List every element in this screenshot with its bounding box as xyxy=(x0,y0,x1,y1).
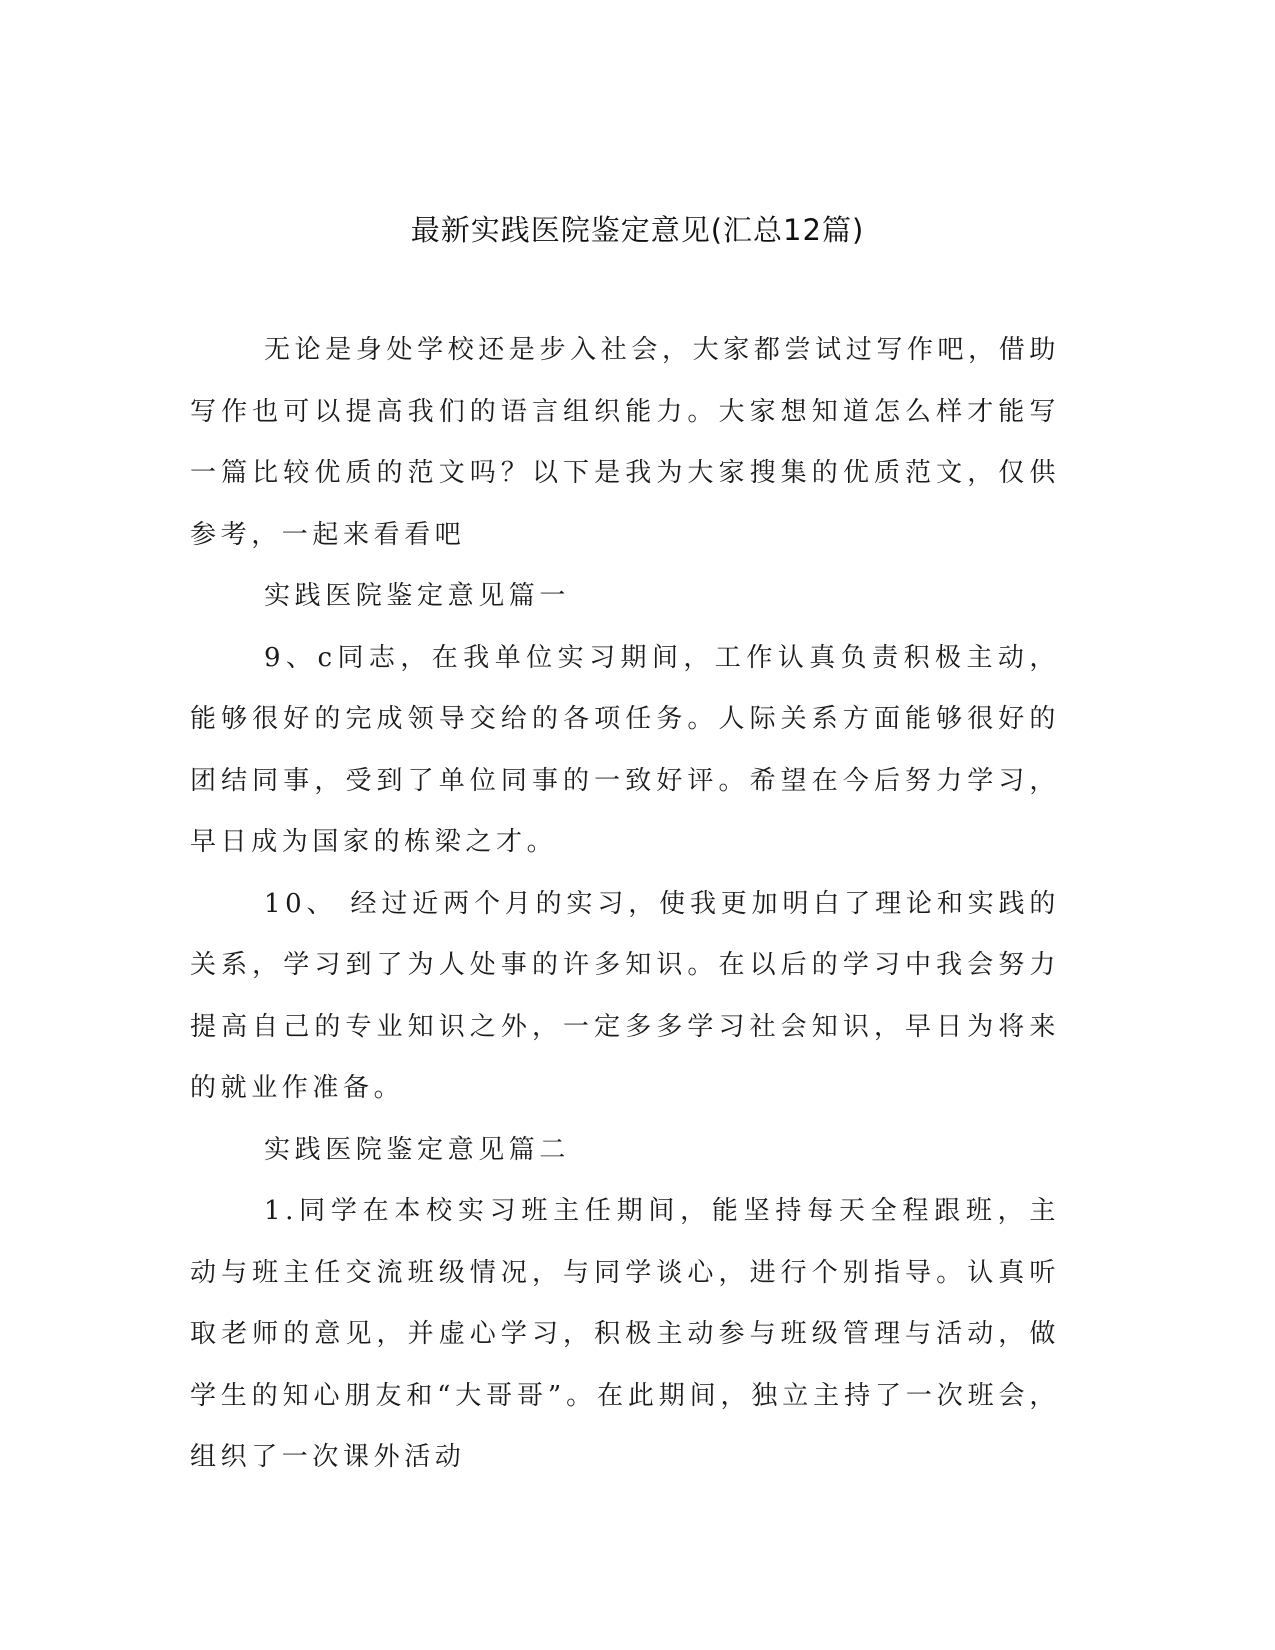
body-paragraph: 10、 经过近两个月的实习，使我更加明白了理论和实践的关系，学习到了为人处事的许多知识。在以后的学习中我会努力提高自己的专业知识之外，一定多多学习社会知识，早日为将来的就业作准备。 xyxy=(190,888,1060,1103)
intro-paragraph: 无论是身处学校还是步入社会，大家都尝试过写作吧，借助写作也可以提高我们的语言组织能力。大家想知道怎么样才能写一篇比较优质的范文吗？以下是我为大家搜集的优质范文，仅供参考，一起来看看吧 xyxy=(190,335,1060,550)
section-heading-1: 实践医院鉴定意见篇一 xyxy=(264,581,571,611)
section-heading-2: 实践医院鉴定意见篇二 xyxy=(264,1134,571,1165)
body-paragraph: 1.同学在本校实习班主任期间，能坚持每天全程跟班，主动与班主任交流班级情况，与同学谈心，进行个别指导。认真听取老师的意见，并虚心学习，积极主动参与班级管理与活动，做学生的知心朋友和“大哥哥”。在此期间，独立主持了一次班会，组织了一次课外活动 xyxy=(190,1196,1060,1472)
body-paragraph: 9、c同志，在我单位实习期间，工作认真负责积极主动，能够很好的完成领导交给的各项任务。人际关系方面能够很好的团结同事，受到了单位同事的一致好评。希望在今后努力学习，早日成为国家的栋梁之才。 xyxy=(190,642,1060,857)
document-title: 最新实践医院鉴定意见(汇总12篇) xyxy=(410,213,865,247)
document-body xyxy=(190,320,1060,1489)
